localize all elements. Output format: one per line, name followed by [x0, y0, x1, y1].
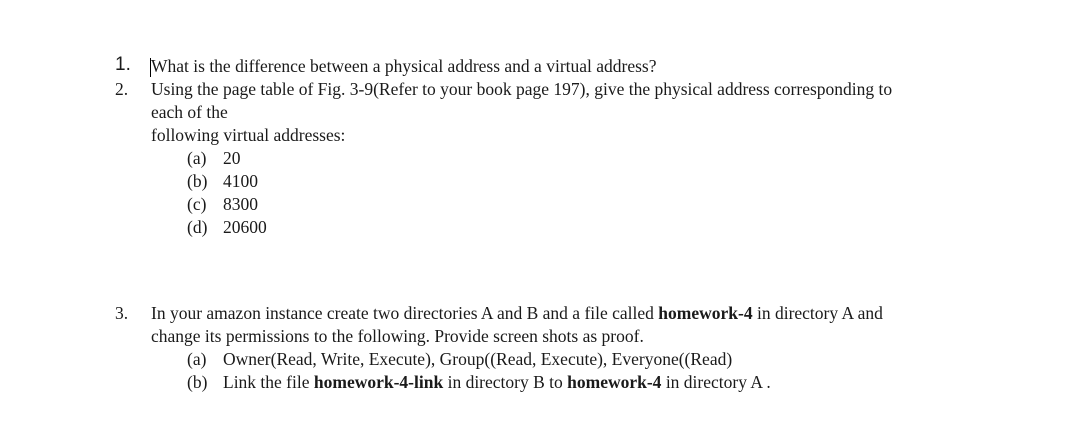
item-label: (a) [187, 349, 207, 369]
item-label: (d) [187, 217, 208, 237]
text-run: Link the file [223, 372, 314, 392]
item-value: 4100 [223, 171, 258, 191]
item-value: 8300 [223, 194, 258, 214]
question-2-item-c [187, 194, 258, 215]
question-3-number: 3. [115, 303, 129, 323]
item-text: Owner(Read, Write, Execute), Group((Read, Execute), Everyone((Read) [223, 349, 733, 369]
filename-homework-4: homework-4 [567, 372, 662, 392]
question-1-text: What is the difference between a physical address and a virtual address? [151, 56, 657, 76]
question-2-line-3: following virtual addresses: [151, 125, 346, 145]
item-label: (c) [187, 194, 207, 214]
question-1-number: 1. [115, 54, 131, 75]
item-label: (b) [187, 372, 208, 392]
item-value: 20 [223, 148, 241, 168]
text-run: in directory B to [443, 372, 568, 392]
question-2-item-d [187, 217, 267, 238]
text-run: in directory A . [661, 372, 771, 392]
question-2-item-b [187, 171, 258, 192]
question-3-line-2: change its permissions to the following. Provide screen shots as proof. [151, 326, 644, 346]
item-label: (a) [187, 148, 207, 168]
filename-homework-4: homework-4 [658, 303, 753, 323]
question-3-line-1 [151, 303, 883, 324]
question-3-item-a [187, 349, 732, 370]
question-2-item-a [187, 148, 241, 169]
question-2-line-1: Using the page table of Fig. 3-9(Refer to your book page 197), give the physical address corresponding to [151, 79, 893, 99]
question-2-line-2: each of the [151, 102, 228, 122]
item-value: 20600 [223, 217, 267, 237]
filename-homework-4-link: homework-4-link [313, 372, 444, 392]
question-2-number: 2. [115, 79, 129, 99]
item-label: (b) [187, 171, 208, 191]
text-run: In your amazon instance create two directories A and B and a file called [151, 303, 659, 323]
question-3-item-b [187, 372, 771, 393]
text-run: in directory A and [752, 303, 883, 323]
